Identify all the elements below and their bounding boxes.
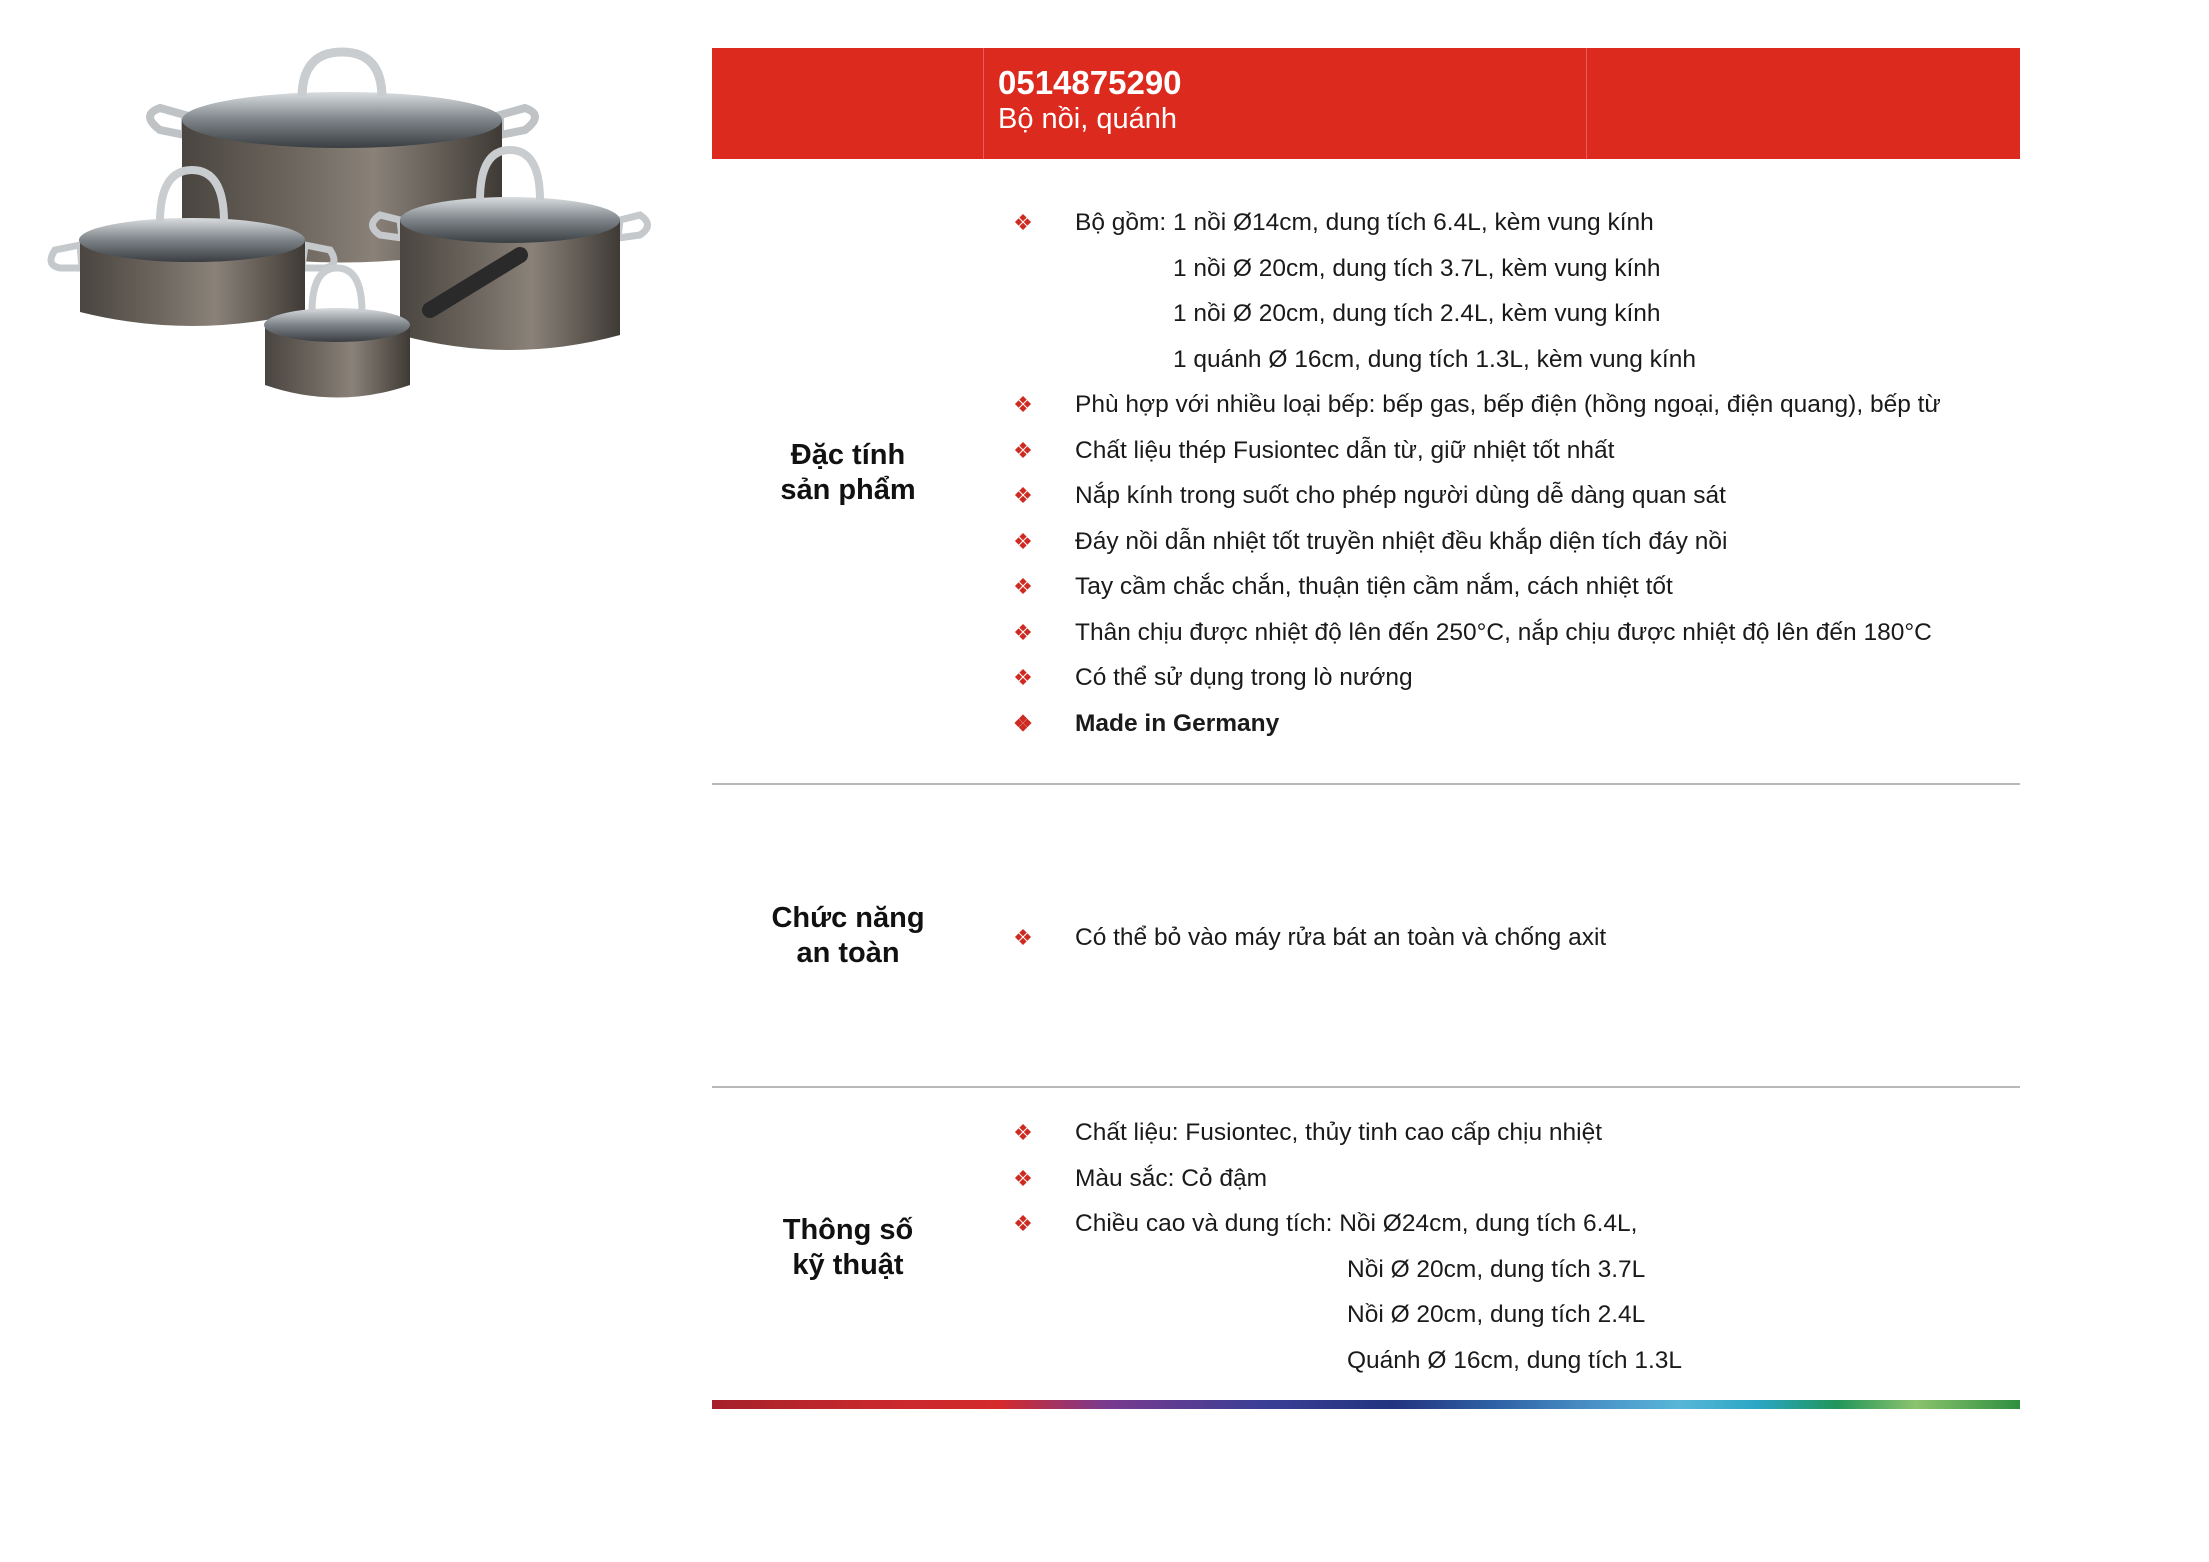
bullet-icon: ❖ xyxy=(1013,528,1033,554)
list-item xyxy=(1010,1338,1682,1384)
list-item-text: Chiều cao và dung tích: Nồi Ø24cm, dung tích 6.4L, xyxy=(1075,1210,1638,1237)
list-item-text: Có thể sử dụng trong lò nướng xyxy=(1075,664,1413,691)
product-subtitle: Bộ nồi, quánh xyxy=(998,103,1177,135)
features-title-line2: sản phẩm xyxy=(780,474,916,506)
safety-list xyxy=(1010,915,1606,961)
features-title xyxy=(712,438,984,508)
list-item-text: Quánh Ø 16cm, dung tích 1.3L xyxy=(1347,1346,1683,1374)
bullet-icon: ❖ xyxy=(1013,210,1033,235)
list-item xyxy=(1010,246,1941,292)
list-item-text: 1 nồi Ø 20cm, dung tích 3.7L, kèm vung kính xyxy=(1173,254,1661,282)
product-code: 0514875290 xyxy=(998,64,1182,101)
list-item-text: Phù hợp với nhiều loại bếp: bếp gas, bếp điện (hồng ngoại, điện quang), bếp từ xyxy=(1075,391,1941,418)
section-divider xyxy=(712,783,2020,785)
bullet-icon: ❖ xyxy=(1013,1165,1033,1191)
features-title-line1: Đặc tính xyxy=(790,439,906,471)
specs-title xyxy=(712,1213,984,1283)
list-item xyxy=(1010,1292,1682,1338)
bullet-icon: ❖ xyxy=(1013,1120,1033,1145)
list-item xyxy=(1010,655,1941,701)
section-divider xyxy=(712,1086,2020,1088)
list-item xyxy=(1010,564,1941,610)
list-item-text: Có thể bỏ vào máy rửa bát an toàn và chống axit xyxy=(1075,924,1607,951)
cookware-set-image xyxy=(40,40,670,410)
list-item xyxy=(1010,1201,1682,1247)
list-item-text: Nắp kính trong suốt cho phép người dùng dễ dàng quan sát xyxy=(1075,482,1726,509)
list-item xyxy=(1010,200,1941,246)
bullet-icon: ❖ xyxy=(1013,392,1033,417)
list-item xyxy=(1010,473,1941,519)
list-item-text: Tay cầm chắc chắn, thuận tiện cầm nắm, cách nhiệt tốt xyxy=(1075,573,1673,600)
features-list xyxy=(1010,200,1941,746)
list-item xyxy=(1010,428,1941,474)
list-item xyxy=(1010,337,1941,383)
brand-color-bar xyxy=(712,1400,2020,1409)
bullet-icon: ❖ xyxy=(1013,925,1033,950)
list-item-text: Màu sắc: Cỏ đậm xyxy=(1075,1164,1267,1192)
list-item xyxy=(1010,915,1606,961)
list-item xyxy=(1010,519,1941,565)
bullet-icon: ❖ xyxy=(1013,665,1033,690)
header-divider xyxy=(983,48,984,159)
list-item-text: Đáy nồi dẫn nhiệt tốt truyền nhiệt đều khắp diện tích đáy nồi xyxy=(1075,527,1728,555)
bullet-icon: ❖ xyxy=(1013,483,1033,508)
list-item-text: Chất liệu thép Fusiontec dẫn từ, giữ nhiệt tốt nhất xyxy=(1075,436,1615,464)
list-item-text: Nồi Ø 20cm, dung tích 2.4L xyxy=(1347,1301,1646,1328)
specs-title-line1: Thông số xyxy=(782,1214,914,1246)
list-item-text: Made in Germany xyxy=(1075,709,1280,737)
list-item-text: Thân chịu được nhiệt độ lên đến 250°C, nắp chịu được nhiệt độ lên đến 180°C xyxy=(1075,618,1932,646)
safety-title-line2: an toàn xyxy=(796,937,900,969)
list-item xyxy=(1010,701,1941,747)
list-item xyxy=(1010,1156,1682,1202)
bullet-icon: ❖ xyxy=(1013,437,1033,463)
list-item xyxy=(1010,610,1941,656)
list-item-text: 1 quánh Ø 16cm, dung tích 1.3L, kèm vung kính xyxy=(1173,345,1696,373)
bullet-icon: ❖ xyxy=(1013,1211,1033,1236)
list-item-text: Chất liệu: Fusiontec, thủy tinh cao cấp chịu nhiệt xyxy=(1075,1119,1603,1146)
list-item-text: Bộ gồm: 1 nồi Ø14cm, dung tích 6.4L, kèm vung kính xyxy=(1075,209,1654,236)
specs-title-line2: kỹ thuật xyxy=(792,1249,904,1281)
list-item-text: Nồi Ø 20cm, dung tích 3.7L xyxy=(1347,1255,1646,1283)
bullet-icon: ❖ xyxy=(1013,619,1033,645)
list-item xyxy=(1010,291,1941,337)
header-divider xyxy=(1586,48,1587,159)
safety-title-line1: Chức năng xyxy=(771,902,925,934)
list-item xyxy=(1010,382,1941,428)
safety-title xyxy=(712,901,984,971)
header-bar xyxy=(712,48,2020,159)
bullet-icon: ❖ xyxy=(1013,574,1033,599)
list-item xyxy=(1010,1247,1682,1293)
bullet-icon: ❖ xyxy=(1013,710,1033,736)
list-item-text: 1 nồi Ø 20cm, dung tích 2.4L, kèm vung kính xyxy=(1173,300,1661,327)
specs-list xyxy=(1010,1110,1682,1383)
list-item xyxy=(1010,1110,1682,1156)
